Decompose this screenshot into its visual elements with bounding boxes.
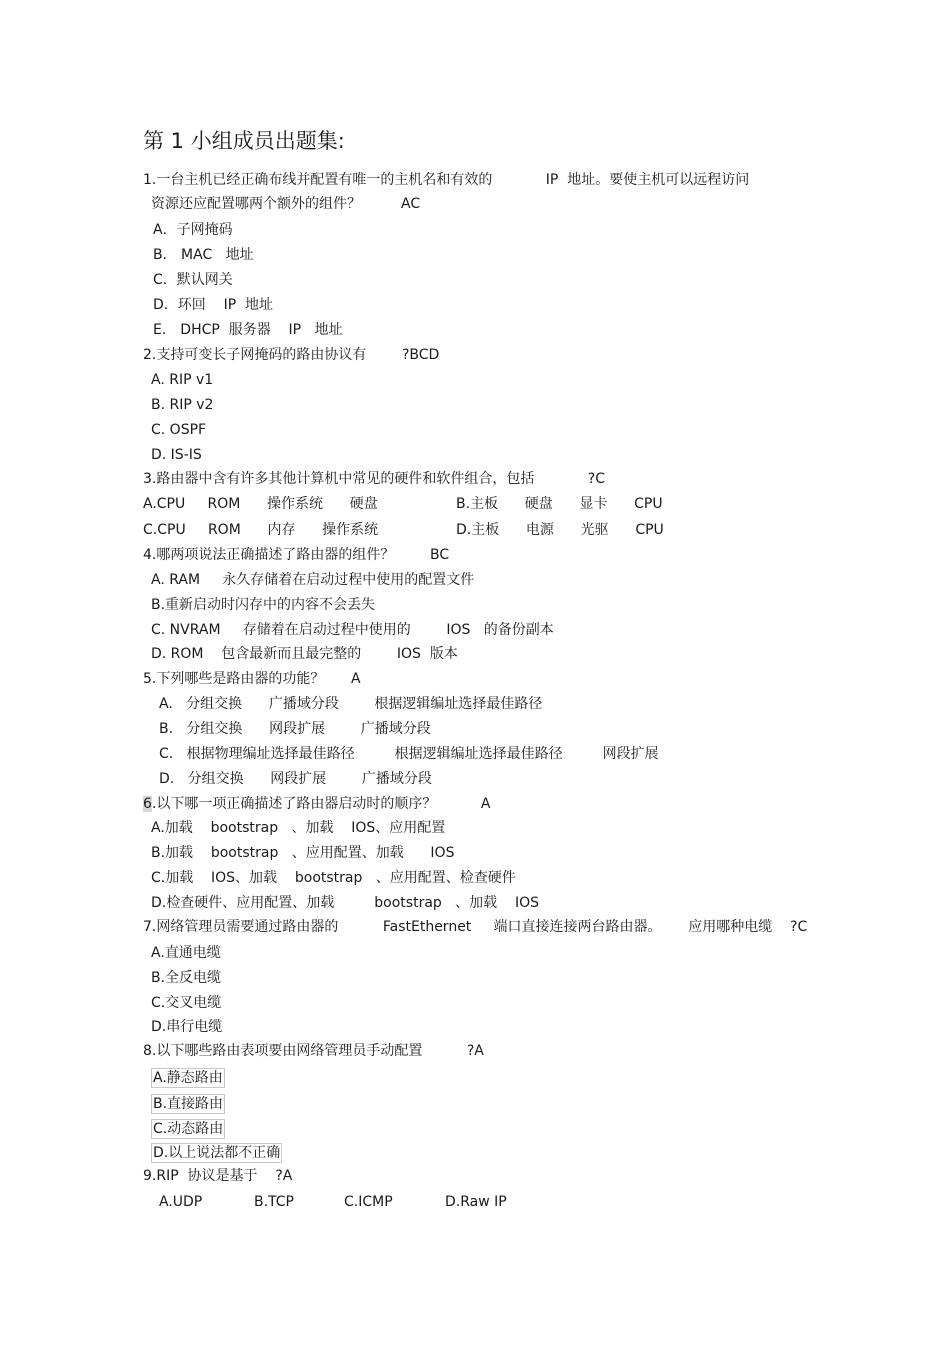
question-4-option-a: A. RAM 永久存储着在启动过程中使用的配置文件: [151, 572, 475, 588]
question-2-option-a: A. RIP v1: [151, 372, 214, 388]
question-6-stem: [143, 795, 490, 813]
question-3-option-a: A.CPU ROM 操作系统 硬盘: [143, 496, 378, 512]
question-2-option-b: B. RIP v2: [151, 397, 214, 413]
question-6-number: 6: [143, 796, 152, 812]
question-2-option-d: D. IS-IS: [151, 447, 202, 463]
question-4-option-b: B.重新启动时闪存中的内容不会丢失: [151, 597, 376, 613]
question-4-option-d: D. ROM 包含最新而且最完整的 IOS 版本: [151, 646, 458, 662]
question-7-option-b: B.全反电缆: [151, 970, 222, 986]
question-3-option-c: C.CPU ROM 内存 操作系统: [143, 522, 379, 538]
question-1-option-c: C．默认网关: [153, 272, 233, 288]
question-1-option-d: D．环回 IP 地址: [153, 297, 274, 313]
question-5-option-d: D. 分组交换 网段扩展 广播域分段: [159, 771, 432, 787]
question-5-option-c: C. 根据物理编址选择最佳路径 根据逻辑编址选择最佳路径 网段扩展: [159, 746, 659, 762]
question-8-option-d: D.以上说法都不正确: [153, 1145, 281, 1161]
document-title: 第 1 小组成员出题集:: [143, 129, 345, 153]
question-6-option-a: A.加载 bootstrap 、加载 IOS、应用配置: [151, 820, 446, 836]
question-7-stem: 7.网络管理员需要通过路由器的 FastEthernet 端口直接连接两台路由器。 应用哪种电缆 ?C: [143, 919, 808, 935]
question-8-option-c: C.动态路由: [153, 1121, 224, 1137]
question-7-option-d: D.串行电缆: [151, 1019, 223, 1035]
question-5-option-b: B. 分组交换 网段扩展 广播域分段: [159, 721, 431, 737]
question-6-option-d: D.检查硬件、应用配置、加载 bootstrap 、加载 IOS: [151, 895, 539, 911]
question-6-option-b: B.加载 bootstrap 、应用配置、加载 IOS: [151, 845, 455, 861]
question-8-option-a: A.静态路由: [153, 1070, 223, 1086]
question-1-option-e: E． DHCP 服务器 IP 地址: [153, 322, 343, 338]
question-9-option-a: A.UDP: [159, 1194, 203, 1210]
question-3-option-d: D.主板 电源 光驱 CPU: [456, 522, 664, 538]
question-7-option-a: A.直通电缆: [151, 945, 221, 961]
question-1-stem: 1.一台主机已经正确布线并配置有唯一的主机名和有效的 IP 地址。要使主机可以远程访问: [143, 172, 750, 188]
question-1-option-a: A．子网掩码: [153, 222, 233, 238]
question-1-option-b: B． MAC 地址: [153, 247, 254, 263]
question-8-option-b: B.直接路由: [153, 1096, 224, 1112]
question-6-stem-text: .以下哪一项正确描述了路由器启动时的顺序？ A: [151, 796, 491, 812]
question-2-stem: 2.支持可变长子网掩码的路由协议有 ?BCD: [143, 347, 440, 363]
question-5-option-a: A. 分组交换 广播域分段 根据逻辑编址选择最佳路径: [159, 696, 543, 712]
question-9-stem: 9.RIP 协议是基于 ?A: [143, 1168, 293, 1184]
question-9-option-c: C.ICMP: [344, 1194, 393, 1210]
question-8-stem: 8.以下哪些路由表项要由网络管理员手动配置 ?A: [143, 1043, 484, 1059]
question-3-option-b: B.主板 硬盘 显卡 CPU: [456, 496, 663, 512]
question-9-option-d: D.Raw IP: [445, 1194, 507, 1210]
question-2-option-c: C. OSPF: [151, 422, 207, 438]
question-5-stem: 5.下列哪些是路由器的功能？ A: [143, 671, 361, 687]
question-9-option-b: B.TCP: [254, 1194, 295, 1210]
question-1-stem-continued: 资源还应配置哪两个额外的组件？ AC: [151, 196, 421, 212]
question-6-option-c: C.加载 IOS、加载 bootstrap 、应用配置、检查硬件: [151, 870, 516, 886]
question-4-option-c: C. NVRAM 存储着在启动过程中使用的 IOS 的备份副本: [151, 622, 554, 638]
question-4-stem: 4.哪两项说法正确描述了路由器的组件？ BC: [143, 547, 450, 563]
question-7-option-c: C.交叉电缆: [151, 995, 222, 1011]
question-3-stem: 3.路由器中含有许多其他计算机中常见的硬件和软件组合，包括 ?C: [143, 471, 605, 487]
